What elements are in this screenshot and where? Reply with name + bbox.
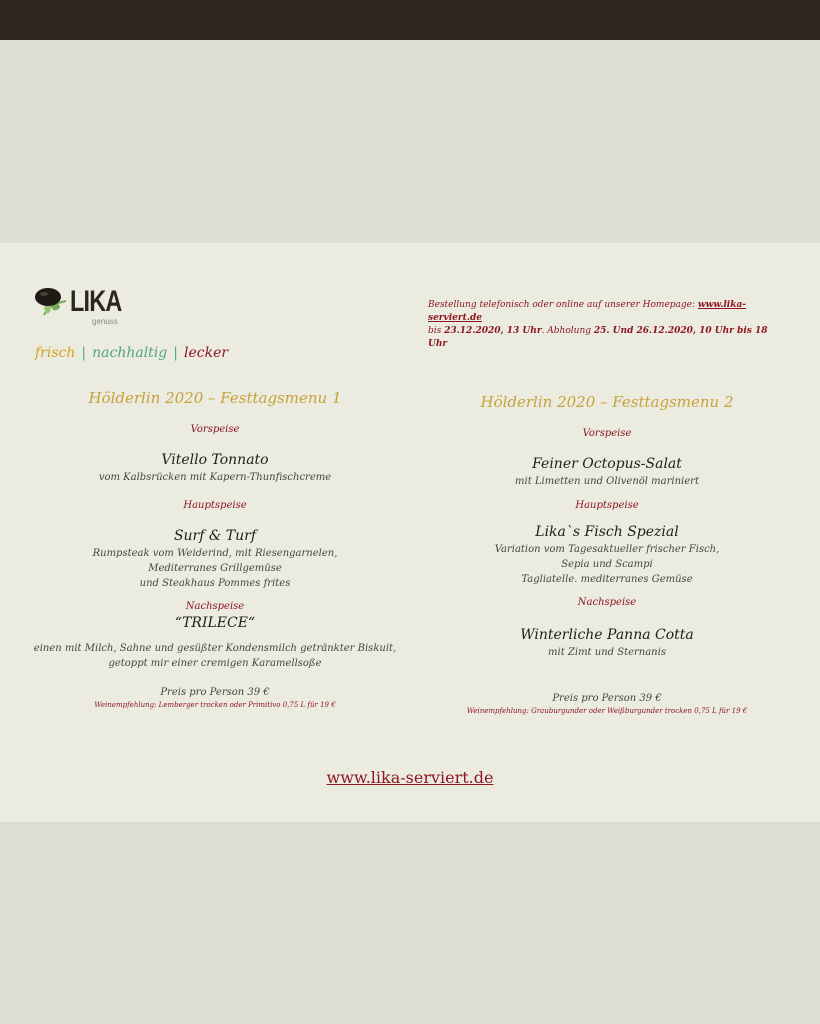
dessert-label: Nachspeise — [577, 597, 637, 608]
tagline — [35, 343, 228, 363]
dessert-description-1: mit Zimt und Sternanis — [548, 647, 666, 658]
order-deadline: 23.12.2020, 13 Uhr — [444, 326, 542, 336]
dessert-label: Nachspeise — [185, 601, 245, 612]
price: Preis pro Person 39 € — [160, 687, 270, 698]
starter-name: Feiner Octopus-Salat — [532, 456, 682, 472]
menu-1 — [25, 387, 405, 711]
starter-name: Vitello Tonnato — [161, 452, 269, 468]
tagline-nachhaltig: nachhaltig — [92, 345, 168, 361]
main-description-2: Sepia und Scampi — [561, 559, 653, 570]
menu-2 — [417, 391, 797, 717]
main-description-1: Rumpsteak vom Weiderind, mit Riesengarnelen, — [92, 548, 338, 559]
tagline-separator: | — [173, 345, 178, 361]
main-name: Surf & Turf — [173, 528, 257, 544]
top-bar — [0, 0, 820, 40]
starter-label: Vorspeise — [582, 428, 632, 439]
menu-card — [0, 243, 820, 822]
main-description-2: Mediterranes Grillgemüse — [148, 563, 282, 574]
order-link[interactable]: www.lika-serviert.de — [428, 300, 747, 323]
tagline-lecker: lecker — [183, 345, 229, 361]
order-bis: bis — [428, 326, 442, 336]
menu-title: Hölderlin 2020 – Festtagsmenu 2 — [480, 393, 734, 411]
dessert-name: Winterliche Panna Cotta — [520, 627, 694, 643]
starter-label: Vorspeise — [190, 424, 240, 435]
logo-text: LIKA — [70, 285, 122, 318]
wine-recommendation: Weinempfehlung: Grauburgunder oder Weißburgunder trocken 0,75 L für 19 € — [466, 707, 748, 715]
order-info — [428, 299, 788, 351]
lika-logo — [34, 285, 134, 327]
tagline-separator: | — [81, 345, 87, 361]
starter-description: mit Limetten und Olivenöl mariniert — [515, 476, 699, 487]
main-label: Hauptspeise — [575, 500, 639, 511]
main-description-3: Tagliatelle. mediterranes Gemüse — [521, 574, 693, 585]
main-description-1: Variation vom Tagesaktueller frischer Fisch, — [494, 544, 720, 555]
logo-subtext: genuss — [92, 317, 118, 326]
order-pickup-label: . Abholung — [541, 326, 592, 336]
dessert-name: “TRILECE“ — [174, 615, 256, 631]
dessert-description-1: einen mit Milch, Sahne und gesüßter Kondensmilch getränkter Biskuit, — [33, 643, 397, 654]
order-pickup-dates: 25. Und 26.12.2020, 10 Uhr bis 18 Uhr — [428, 326, 768, 349]
main-name: Lika`s Fisch Spezial — [535, 524, 679, 540]
main-label: Hauptspeise — [183, 500, 247, 511]
menu-title: Hölderlin 2020 – Festtagsmenu 1 — [88, 389, 342, 407]
main-description-3: und Steakhaus Pommes frites — [139, 578, 291, 589]
tagline-frisch: frisch — [35, 345, 76, 361]
order-line-1 — [428, 299, 788, 325]
starter-description: vom Kalbsrücken mit Kapern-Thunfischcreme — [98, 472, 332, 483]
website-link[interactable]: www.lika-serviert.de — [326, 768, 494, 787]
wine-recommendation: Weinempfehlung: Lemberger trocken oder Primitivo 0,75 L für 19 € — [94, 701, 336, 709]
price: Preis pro Person 39 € — [552, 693, 662, 704]
order-line-2 — [428, 325, 788, 351]
olive-leaf-icon — [34, 285, 74, 325]
order-prefix: Bestellung telefonisch oder online auf unserer Homepage: — [428, 300, 696, 310]
dessert-description-2: getoppt mir einer cremigen Karamellsoße — [108, 658, 322, 669]
